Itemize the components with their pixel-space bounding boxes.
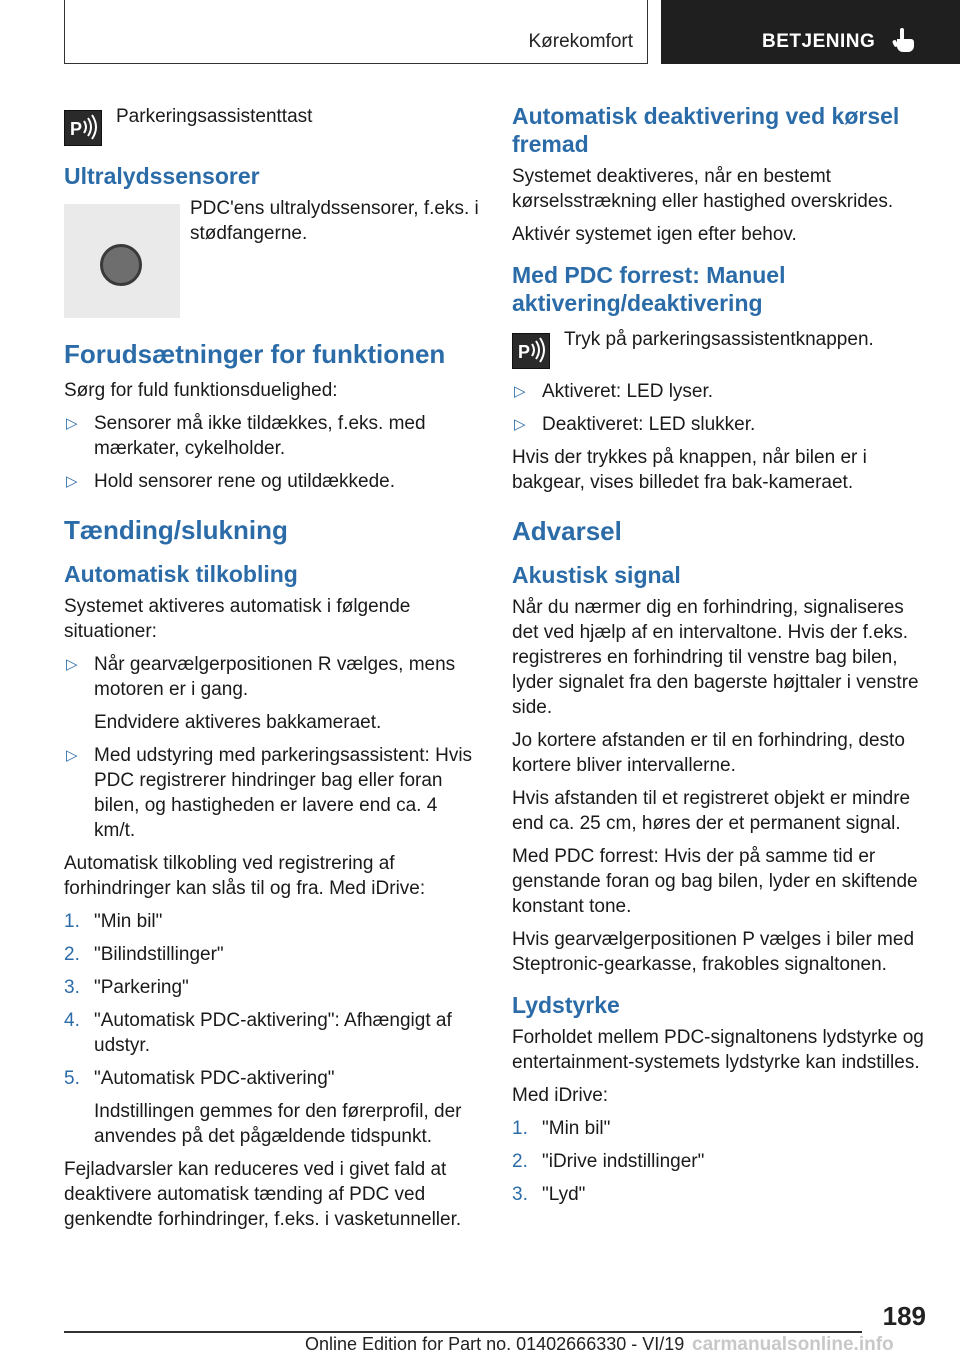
left-column: [64, 100, 478, 1240]
footer-divider: [64, 1331, 862, 1333]
prerequisites-list: [64, 411, 478, 494]
acoustic-para: Hvis gearvælgerpositionen P vælges i biler med Steptronic-gearkasse, frakobles signaltonen.: [512, 929, 915, 975]
triangle-bullet-icon: ▷: [66, 656, 78, 673]
header-section-title: Kørekomfort: [528, 31, 633, 52]
auto-on-intro: Systemet aktiveres automatisk i følgende situationer:: [64, 596, 411, 642]
step-item: 3. "Parkering": [64, 977, 189, 998]
acoustic-heading: Akustisk signal: [512, 562, 681, 588]
sensor-figure-row: [64, 196, 478, 318]
parking-assist-icon: [512, 333, 550, 369]
list-item: ▷ Aktiveret: LED lyser.: [514, 381, 714, 402]
triangle-bullet-icon: ▷: [66, 473, 78, 490]
step-item: 3. "Lyd": [512, 1184, 586, 1205]
warning-heading: Advarsel: [512, 516, 622, 546]
triangle-bullet-icon: ▷: [514, 416, 526, 433]
prerequisites-heading: Forudsætninger for funktionen: [64, 339, 446, 369]
header-chapter-title: BETJENING: [762, 31, 876, 52]
acoustic-para: Hvis afstanden til et registreret objekt er mindre end ca. 25 cm, høres der et permanent signal.: [512, 788, 911, 834]
step-item: 5. "Automatisk PDC-aktivering" Indstillingen gemmes for den førerprofil, der anvendes på det pågældende tidspunkt.: [64, 1066, 478, 1149]
right-column: [512, 100, 926, 1215]
acoustic-para: Jo kortere afstanden er til en forhindring, desto kortere bliver intervallerne.: [512, 730, 905, 776]
pdc-button-label: Parkeringsassistenttast: [116, 106, 313, 127]
list-item: ▷ Med udstyring med parkeringsassistent: Hvis PDC registrerer hindringer bag eller foran bilen, og hastigheden er lavere end ca. 4 km/t.: [66, 745, 473, 841]
list-item: ▷ Sensorer må ikke tildækkes, f.eks. med mærkater, cykelholder.: [66, 413, 426, 459]
triangle-bullet-icon: ▷: [66, 415, 78, 432]
step-item: 2. "Bilindstillinger": [64, 944, 224, 965]
on-off-heading: Tænding/slukning: [64, 515, 288, 545]
acoustic-para: Med PDC forrest: Hvis der på samme tid er genstande foran og bag bilen, lyder en skiftende konstant tone.: [512, 846, 918, 917]
sensor-icon: [100, 244, 142, 286]
watermark: carmanualsonline.info: [692, 1334, 894, 1355]
list-item-note: Endvidere aktiveres bakkameraet.: [94, 712, 382, 733]
reactivate-text: Aktivér systemet igen efter behov.: [512, 224, 797, 245]
reverse-camera-note: Hvis der trykkes på knappen, når bilen er i bakgear, vises billedet fra bak-kameraet.: [512, 447, 867, 493]
manual-status-list: [512, 379, 926, 437]
volume-heading: Lydstyrke: [512, 992, 620, 1018]
header-chapter-box: [661, 0, 960, 64]
auto-on-note: Automatisk tilkobling ved registrering af forhindringer kan slås til og fra. Med iDrive:: [64, 853, 426, 899]
manual-heading: Med PDC forrest: Manuel aktivering/deaktivering: [512, 262, 786, 316]
volume-idrive: Med iDrive:: [512, 1085, 609, 1106]
svg-text:P: P: [70, 119, 83, 139]
volume-text: Forholdet mellem PDC-signaltonens lydstyrke og entertainment-systemets lydstyrke kan indstilles.: [512, 1027, 924, 1073]
triangle-bullet-icon: ▷: [66, 747, 78, 764]
step-item: 1. "Min bil": [512, 1118, 611, 1139]
list-item: ▷ Deaktiveret: LED slukker.: [514, 414, 756, 435]
step-item: 1. "Min bil": [64, 911, 163, 932]
auto-on-heading: Automatisk tilkobling: [64, 561, 298, 587]
svg-text:P: P: [518, 342, 531, 362]
list-item: ▷ Hold sensorer rene og utildækkede.: [66, 471, 396, 492]
fault-warning-text: Fejladvarsler kan reduceres ved i givet fald at deaktivere automatisk tænding af PDC ved genkendte forhindringer, f.eks. i vasketunneller.: [64, 1159, 462, 1230]
sensor-description: PDC'ens ultralydssensorer, f.eks. i stødfangerne.: [190, 198, 479, 244]
auto-on-list: [64, 652, 478, 843]
page-number: 189: [882, 1301, 926, 1331]
volume-steps: [512, 1116, 926, 1207]
header-section-box: [64, 0, 648, 64]
list-item: ▷ Når gearvælgerpositionen R vælges, mens motoren er i gang. Endvidere aktiveres bakkameraet.: [64, 652, 478, 735]
step-item: 2. "iDrive indstillinger": [512, 1151, 705, 1172]
acoustic-para: Når du nærmer dig en forhindring, signaliseres det ved hjælp af en intervaltone. Hvis der f.eks. registreres en forhindring til venstre bag bilen, lyder signalet fra den bagerste højttaler i venstre side.: [512, 597, 919, 718]
manual-press-text: Tryk på parkeringsassistentknappen.: [564, 329, 874, 350]
step-note: Indstillingen gemmes for den førerprofil, der anvendes på det pågældende tidspunkt.: [94, 1101, 462, 1147]
idrive-steps: [64, 909, 478, 1149]
pdc-button-row: [64, 100, 478, 148]
auto-off-heading: Automatisk deaktivering ved kørsel fremad: [512, 103, 900, 157]
ultrasonic-heading: Ultralydssensorer: [64, 163, 260, 189]
auto-off-text: Systemet deaktiveres, når en bestemt kørselsstrækning eller hastighed overskrides.: [512, 166, 894, 212]
step-item: 4. "Automatisk PDC-aktivering": Afhængigt af udstyr.: [64, 1010, 452, 1056]
triangle-bullet-icon: ▷: [514, 383, 526, 400]
footer-edition: Online Edition for Part no. 01402666330 - VI/19: [305, 1334, 685, 1354]
prerequisites-intro: Sørg for fuld funktionsduelighed:: [64, 380, 338, 401]
parking-assist-icon: [64, 110, 102, 146]
sensor-image: [64, 204, 180, 318]
manual-button-row: [512, 323, 926, 371]
hand-pointer-icon: [891, 26, 917, 54]
